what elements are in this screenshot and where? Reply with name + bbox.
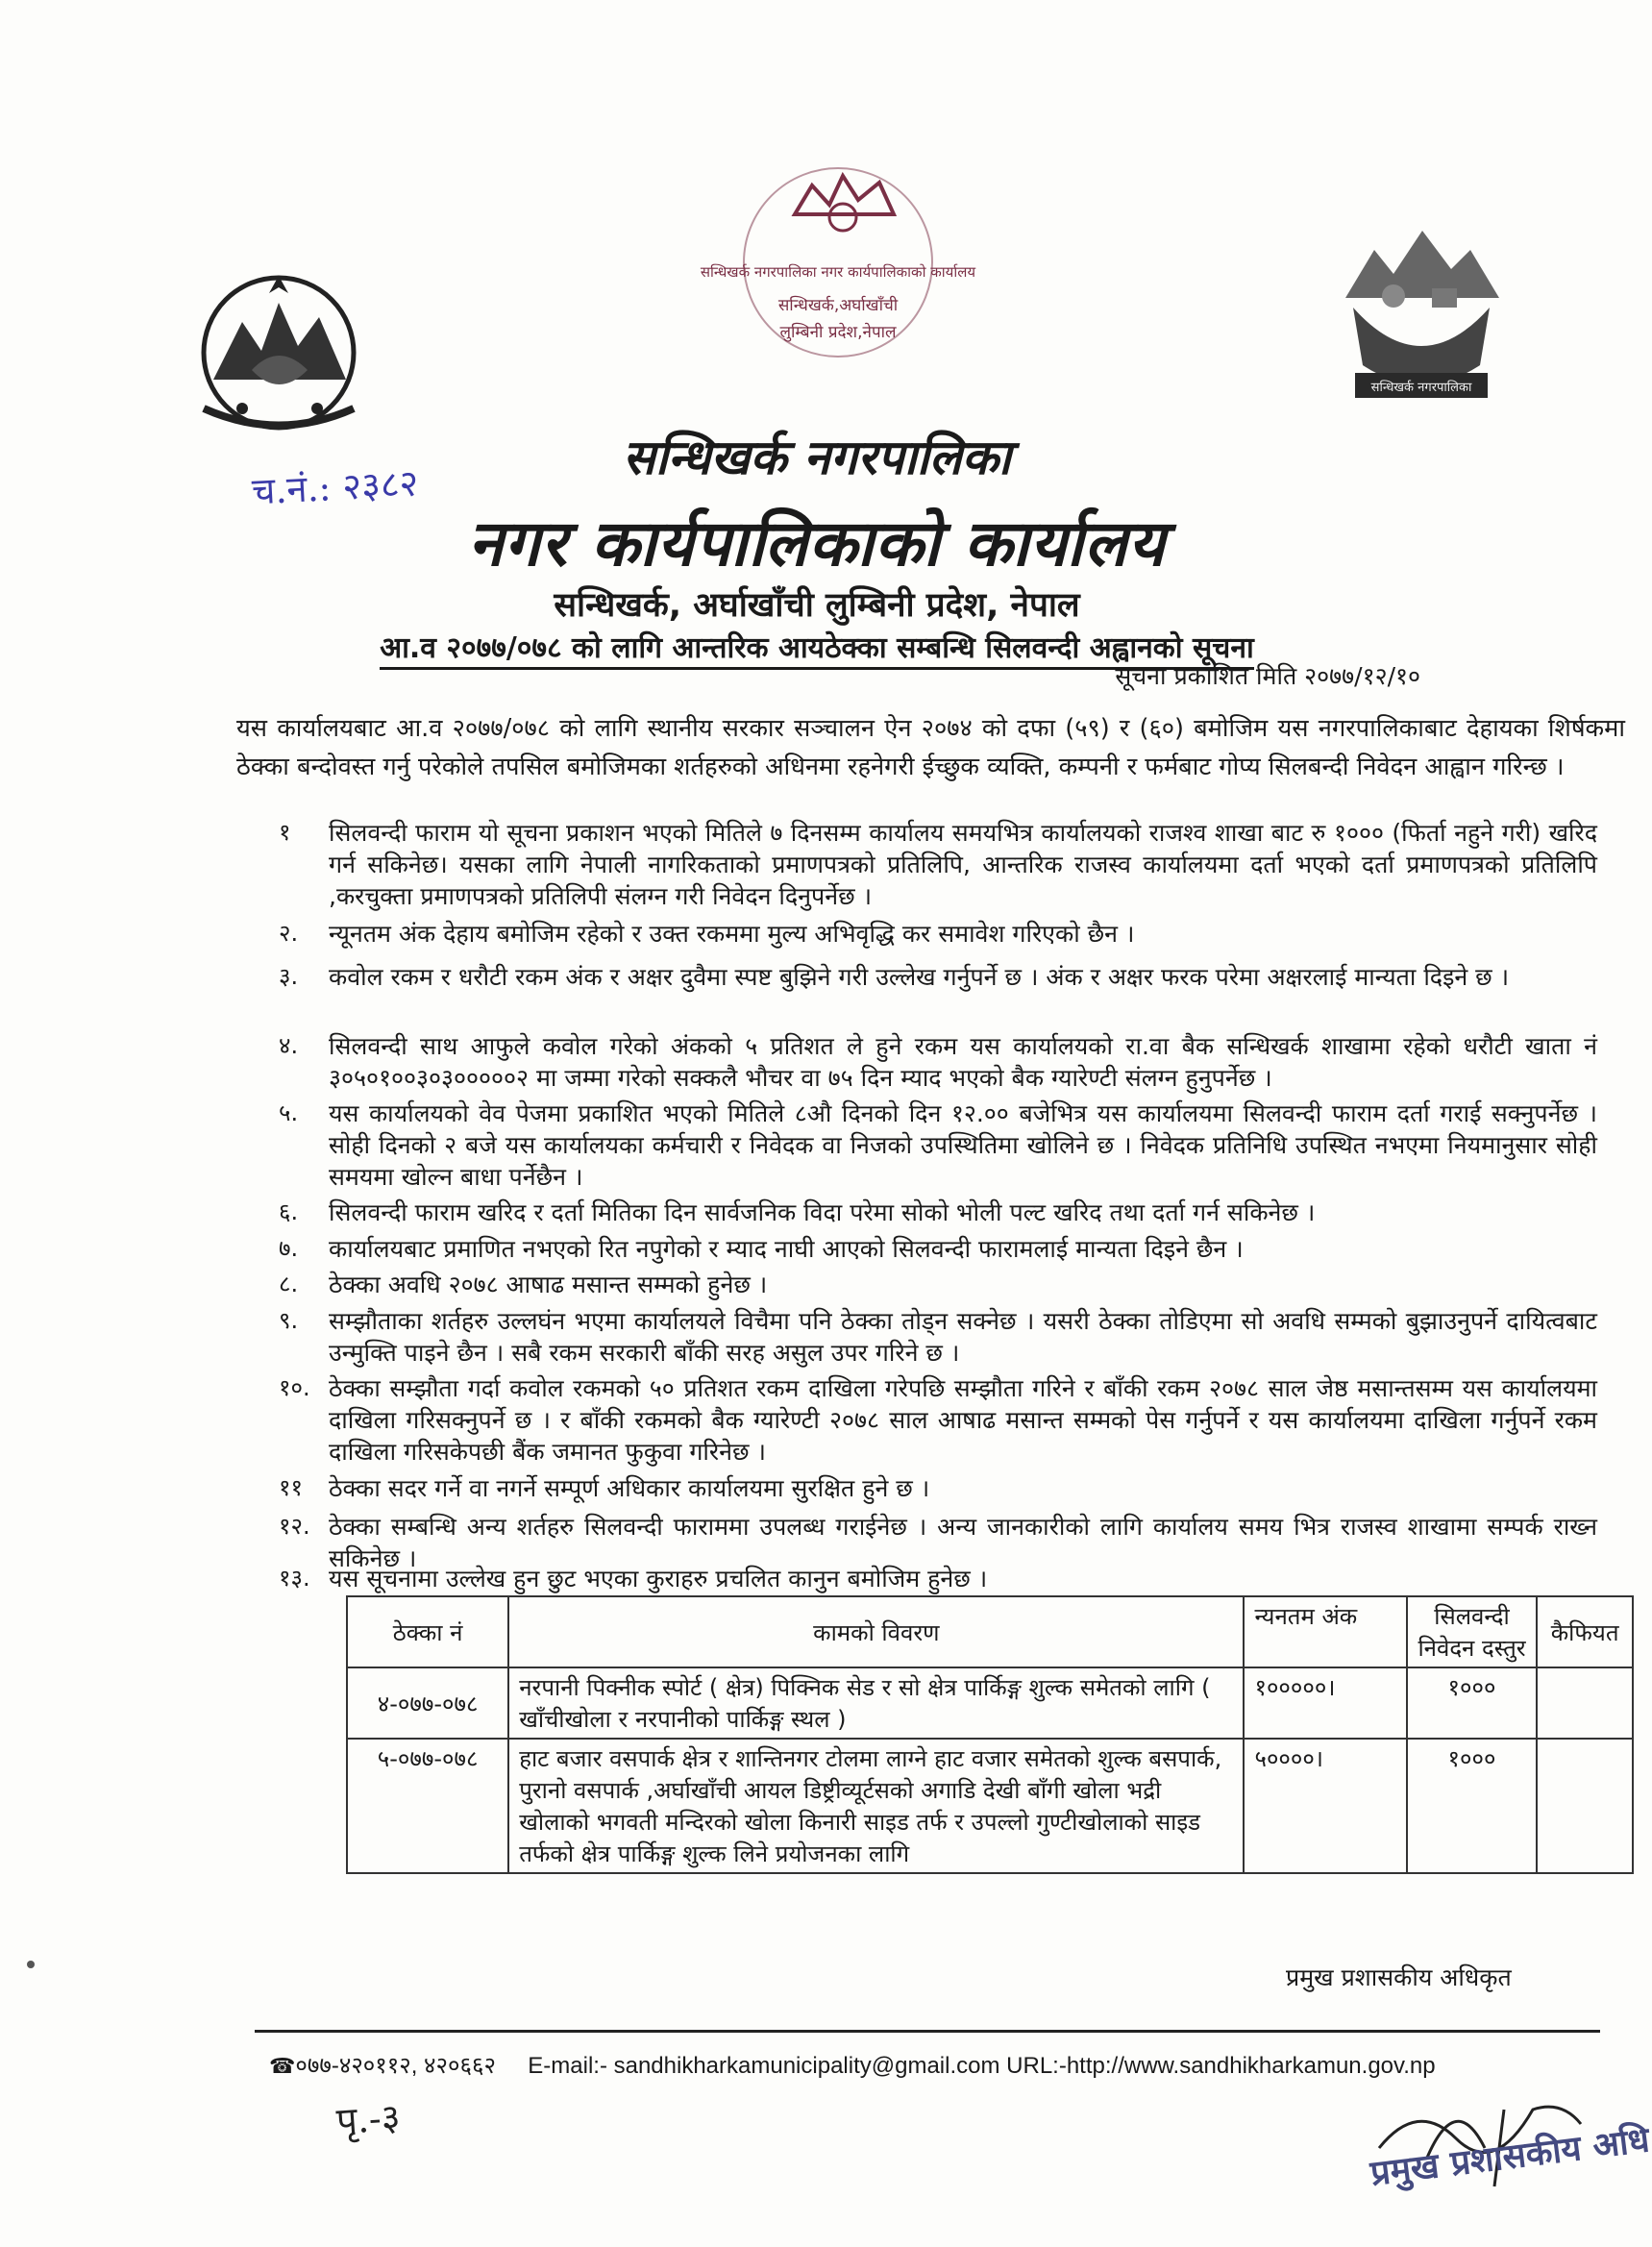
notice-subject-text: आ.व २०७७/०७८ को लागि आन्तरिक आयठेक्का सम्बन्धि सिलवन्दी अह्वानको सूचना <box>380 631 1254 670</box>
condition-number: २. <box>279 920 299 947</box>
seal-line1: सन्धिखर्क,अर्घाखाँची <box>777 296 899 315</box>
row-contract-no: ४-०७७-०७८ <box>347 1667 508 1739</box>
condition-text: ठेक्का सदर गर्ने वा नगर्ने सम्पूर्ण अधिकार कार्यालयमा सुरक्षित हुने छ । <box>329 1474 930 1502</box>
condition-number: ३. <box>279 963 299 990</box>
municipality-logo <box>1336 221 1507 404</box>
row-remarks <box>1537 1739 1633 1873</box>
condition-number: १०. <box>279 1374 310 1401</box>
condition-text: सम्झौताका शर्तहरु उल्लघंन भएमा कार्यालयले विचैमा पनि ठेक्का तोड्न सक्नेछ । यसरी ठेक्का तोडिएमा सो अवधि सम्मको बुझाउनुपर्ने दायित्वबाट उन्मुक्ति पाइने छैन । सबै रकम सरकारी बाँकी सरह असुल उपर गरिने छ । <box>329 1307 1597 1367</box>
condition-text: कवोल रकम र धरौटी रकम अंक र अक्षर दुवैमा स्पष्ट बुझिने गरी उल्लेख गर्नुपर्ने छ । अंक र अक्षर फरक परेमा अक्षरलाई मान्यता दिइने छ । <box>329 963 1510 991</box>
condition-number: ६. <box>279 1198 299 1225</box>
header-contract-no: ठेक्का नं <box>347 1596 508 1667</box>
contracts-table <box>346 1595 1634 1874</box>
publication-date: सूचना प्रकाशित मिति २०७७/१२/१० <box>1115 662 1420 690</box>
header-minimum-amount: न्यनतम अंक <box>1244 1596 1406 1667</box>
condition-number: ५. <box>279 1099 299 1126</box>
header-remarks: कैफियत <box>1537 1596 1633 1667</box>
table-row <box>347 1739 1633 1873</box>
footer-divider <box>255 2030 1600 2033</box>
condition-number: ८. <box>279 1271 299 1297</box>
footer-phone: ०७७-४२०११२, ४२०६६२ <box>295 2053 496 2079</box>
row-minimum-amount: ५००००। <box>1244 1739 1406 1873</box>
office-seal-stamp <box>700 161 976 363</box>
seal-line2: लुम्बिनी प्रदेश,नेपाल <box>779 323 897 342</box>
nepal-emblem-logo <box>185 264 373 437</box>
condition-text: सिलवन्दी फाराम यो सूचना प्रकाशन भएको मितिले ७ दिनसम्म कार्यालय समयभित्र कार्यालयको राजश्व शाखा बाट रु १००० (फिर्ता नहुने गरी) खरिद गर्न सकिनेछ। यसका लागि नेपाली नागरिकताको प्रमाणपत्रको प्रतिलिपि, आन्तरिक राजस्व कार्यालयमा दर्ता भएको दर्ता प्रमाणपत्रको प्रतिलिपि ,करचुक्ता प्रमाणपत्रको प्रतिलिपी संलग्न गरी निवेदन दिनुपर्नेछ । <box>329 819 1597 910</box>
intro-paragraph: यस कार्यालयबाट आ.व २०७७/०७८ को लागि स्थानीय सरकार सञ्चालन ऐन २०७४ को दफा (५९) र (६०) बमोजिम यस नगरपालिकाबाट देहायका शिर्षकमा ठेक्का बन्दोवस्त गर्नु परेकोले तपसिल बमोजिमका शर्तहरुको अधिनमा रहनेगरी ईच्छुक व्यक्ति, कम्पनी र फर्मबाट गोप्य सिलबन्दी निवेदन आह्वान गरिन्छ । <box>236 714 1625 781</box>
condition-text: ठेक्का सम्बन्धि अन्य शर्तहरु सिलवन्दी फाराममा उपलब्ध गराईनेछ । अन्य जानकारीको लागि कार्यालय समय भित्र राजस्व शाखामा सम्पर्क राख्न सकिनेछ । <box>329 1513 1597 1572</box>
condition-number: ४. <box>279 1032 299 1059</box>
row-fee: १००० <box>1407 1739 1538 1873</box>
footer-url[interactable]: URL:-http://www.sandhikharkamun.gov.np <box>1006 2053 1436 2079</box>
scan-speck <box>27 1961 35 1968</box>
condition-number: १३. <box>279 1565 310 1592</box>
footer-contacts <box>269 2049 1436 2081</box>
reference-number-handwritten: च.नं.: २३८२ <box>251 461 420 513</box>
office-address: सन्धिखर्क, अर्घाखाँची लुम्बिनी प्रदेश, नेपाल <box>554 586 1080 625</box>
signature-stamp-text: प्रमुख प्रशासकीय अधि <box>1368 2120 1652 2194</box>
condition-number: १२. <box>279 1513 310 1540</box>
condition-text: ठेक्का सम्झौता गर्दा कवोल रकमको ५० प्रतिशत रकम दाखिला गरेपछि सम्झौता गरिने र बाँकी रकम २०७८ साल जेष्ठ मसान्तसम्म यस कार्यालयमा दाखिला गरिसक्नुपर्ने छ । र बाँकी रकमको बैक ग्यारेण्टी २०७८ साल आषाढ मसान्त सम्मको पेस गर्नुपर्ने र यस कार्यालयमा दाखिला गर्नुपर्ने रकम दाखिला गरिसकेपछी बैंक जमानत फुकुवा गरिनेछ । <box>329 1374 1597 1466</box>
footer-email[interactable]: E-mail:- sandhikharkamunicipality@gmail.com <box>528 2053 1000 2079</box>
condition-text: सिलवन्दी फाराम खरिद र दर्ता मितिका दिन सार्वजनिक विदा परेमा सोको भोली पल्ट खरिद तथा दर्ता गर्न सकिनेछ । <box>329 1198 1316 1226</box>
row-remarks <box>1537 1667 1633 1739</box>
condition-text: सिलवन्दी साथ आफुले कवोल गरेको अंकको ५ प्रतिशत ले हुने रकम यस कार्यालयको रा.वा बैक सन्धिखर्क शाखामा रहेको धरौटी खाता नं ३०५०१००३०३०००००२ मा जम्मा गरेको सक्कलै भौचर वा ७५ दिन म्याद भएको बैक ग्यारेण्टी संलग्न हुनुपर्नेछ । <box>329 1032 1597 1092</box>
condition-number: ९. <box>279 1307 299 1334</box>
telephone-icon: ☎ <box>269 2054 296 2078</box>
row-minimum-amount: १०००००। <box>1244 1667 1406 1739</box>
condition-number: ७. <box>279 1235 299 1262</box>
office-title: नगर कार्यपालिकाको कार्यालय <box>468 506 1166 580</box>
condition-text: यस कार्यालयको वेव पेजमा प्रकाशित भएको मितिले ८औ दिनको दिन १२.०० बजेभित्र यस कार्यालयमा सिलवन्दी फाराम दर्ता गराई सक्नुपर्नेछ । सोही दिनको २ बजे यस कार्यालयका कर्मचारी र निवेदक वा निजको उपस्थितिमा खोलिने छ । निवेदक प्रतिनिधि उपस्थित नभएमा नियमानुसार सोही समयमा खोल्न बाधा पर्नेछैन । <box>329 1099 1597 1191</box>
row-description: हाट बजार वसपार्क क्षेत्र र शान्तिनगर टोलमा लाग्ने हाट वजार समेतको शुल्क बसपार्क, पुरानो वसपार्क ,अर्घाखाँची आयल डिष्ट्रीव्यूर्टसको अगाडि देखी बाँगी खोला भद्री खोलाको भगवती मन्दिरको खोला किनारी साइड तर्फ र उपल्लो गुण्टीखोलाको साइड तर्फको क्षेत्र पार्किङ्ग शुल्क लिने प्रयोजनका लागि <box>508 1739 1244 1873</box>
condition-number: १ <box>279 819 291 846</box>
row-contract-no: ५-०७७-०७८ <box>347 1739 508 1873</box>
header-description: कामको विवरण <box>508 1596 1244 1667</box>
handwritten-page-number: पृ.-३ <box>334 2095 402 2143</box>
row-fee: १००० <box>1407 1667 1538 1739</box>
seal-ring-text: सन्धिखर्क नगरपालिका नगर कार्यपालिकाको कार्यालय <box>700 263 976 281</box>
condition-text: न्यूनतम अंक देहाय बमोजिम रहेको र उक्त रकममा मुल्य अभिवृद्धि कर समावेश गरिएको छैन । <box>329 920 1135 948</box>
table-row <box>347 1667 1633 1739</box>
logo-caption: सन्धिखर्क नगरपालिका <box>1370 381 1472 395</box>
condition-number: ११ <box>279 1474 303 1501</box>
table-header-row <box>347 1596 1633 1667</box>
condition-text: कार्यालयबाट प्रमाणित नभएको रित नपुगेको र म्याद नाघी आएको सिलवन्दी फारामलाई मान्यता दिइने छैन । <box>329 1235 1244 1263</box>
condition-text: ठेक्का अवधि २०७८ आषाढ मसान्त सम्मको हुनेछ । <box>329 1271 768 1298</box>
row-description: नरपानी पिक्नीक स्पोर्ट ( क्षेत्र) पिक्निक सेड र सो क्षेत्र पार्किङ्ग शुल्क समेतको लागि ( खाँचीखोला र नरपानीको पार्किङ्ग स्थल ) <box>508 1667 1244 1739</box>
municipality-name: सन्धिखर्क नगरपालिका <box>623 430 1011 485</box>
header-fee: सिलवन्दी निवेदन दस्तुर <box>1407 1596 1538 1667</box>
signatory-title: प्रमुख प्रशासकीय अधिकृत <box>1286 1963 1512 1991</box>
condition-text: यस सूचनामा उल्लेख हुन छुट भएका कुराहरु प्रचलित कानुन बमोजिम हुनेछ । <box>329 1565 988 1593</box>
